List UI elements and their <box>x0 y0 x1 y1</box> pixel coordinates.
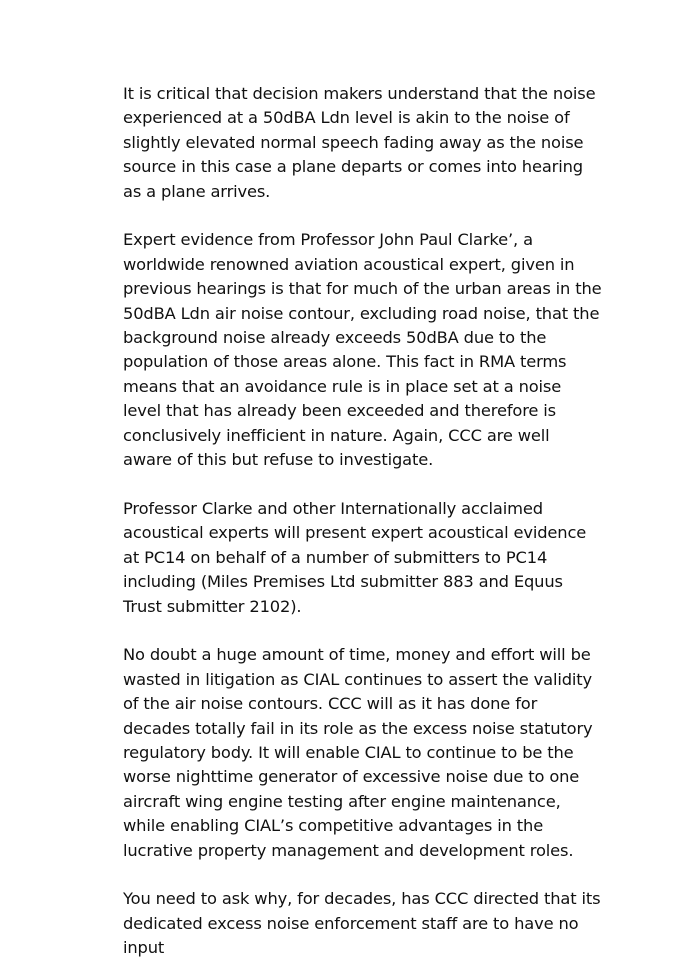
paragraph-litigation-cial: No doubt a huge amount of time, money and effort will be wasted in litigation as CIAL continues to assert the validity of the air noise contours. CCC will as it has done for decades totally fail in its role as the excess noise statutory regulatory body. It will enable CIAL to continue to be the worse nighttime generator of excessive noise due to one aircraft wing engine testing after engine maintenance, while enabling CIAL’s competitive advantages in the lucrative property management and development roles. <box>123 645 593 860</box>
paragraph-decision-makers-noise: It is critical that decision makers understand that the noise experienced at a 50dBA Ldn level is akin to the noise of slightly elevated normal speech fading away as the noise source in this case a plane departs or comes into hearing as a plane arrives. <box>123 84 596 201</box>
paragraph-expert-evidence-clarke: Expert evidence from Professor John Paul Clarke’, a worldwide renowned aviation acoustical expert, given in previous hearings is that for much of the urban areas in the 50dBA Ldn air noise contour, excluding road noise, that the background noise already exceeds 50dBA due to the population of those areas alone. This fact in RMA terms means that an avoidance rule is in place set at a noise level that has already been exceeded and therefore is conclusively inefficient in nature. Again, CCC are well aware of this but refuse to investigate. <box>123 230 602 470</box>
document-body <box>123 82 603 961</box>
paragraph-pc14-evidence: Professor Clarke and other Internationally acclaimed acoustical experts will present expert acoustical evidence at PC14 on behalf of a number of submitters to PC14 including (Miles Premises Ltd submitter 883 and Equus Trust submitter 2102). <box>123 498 587 616</box>
paragraph-enforcement-staff: You need to ask why, for decades, has CCC directed that its dedicated excess noise enforcement staff are to have no input <box>123 889 601 958</box>
